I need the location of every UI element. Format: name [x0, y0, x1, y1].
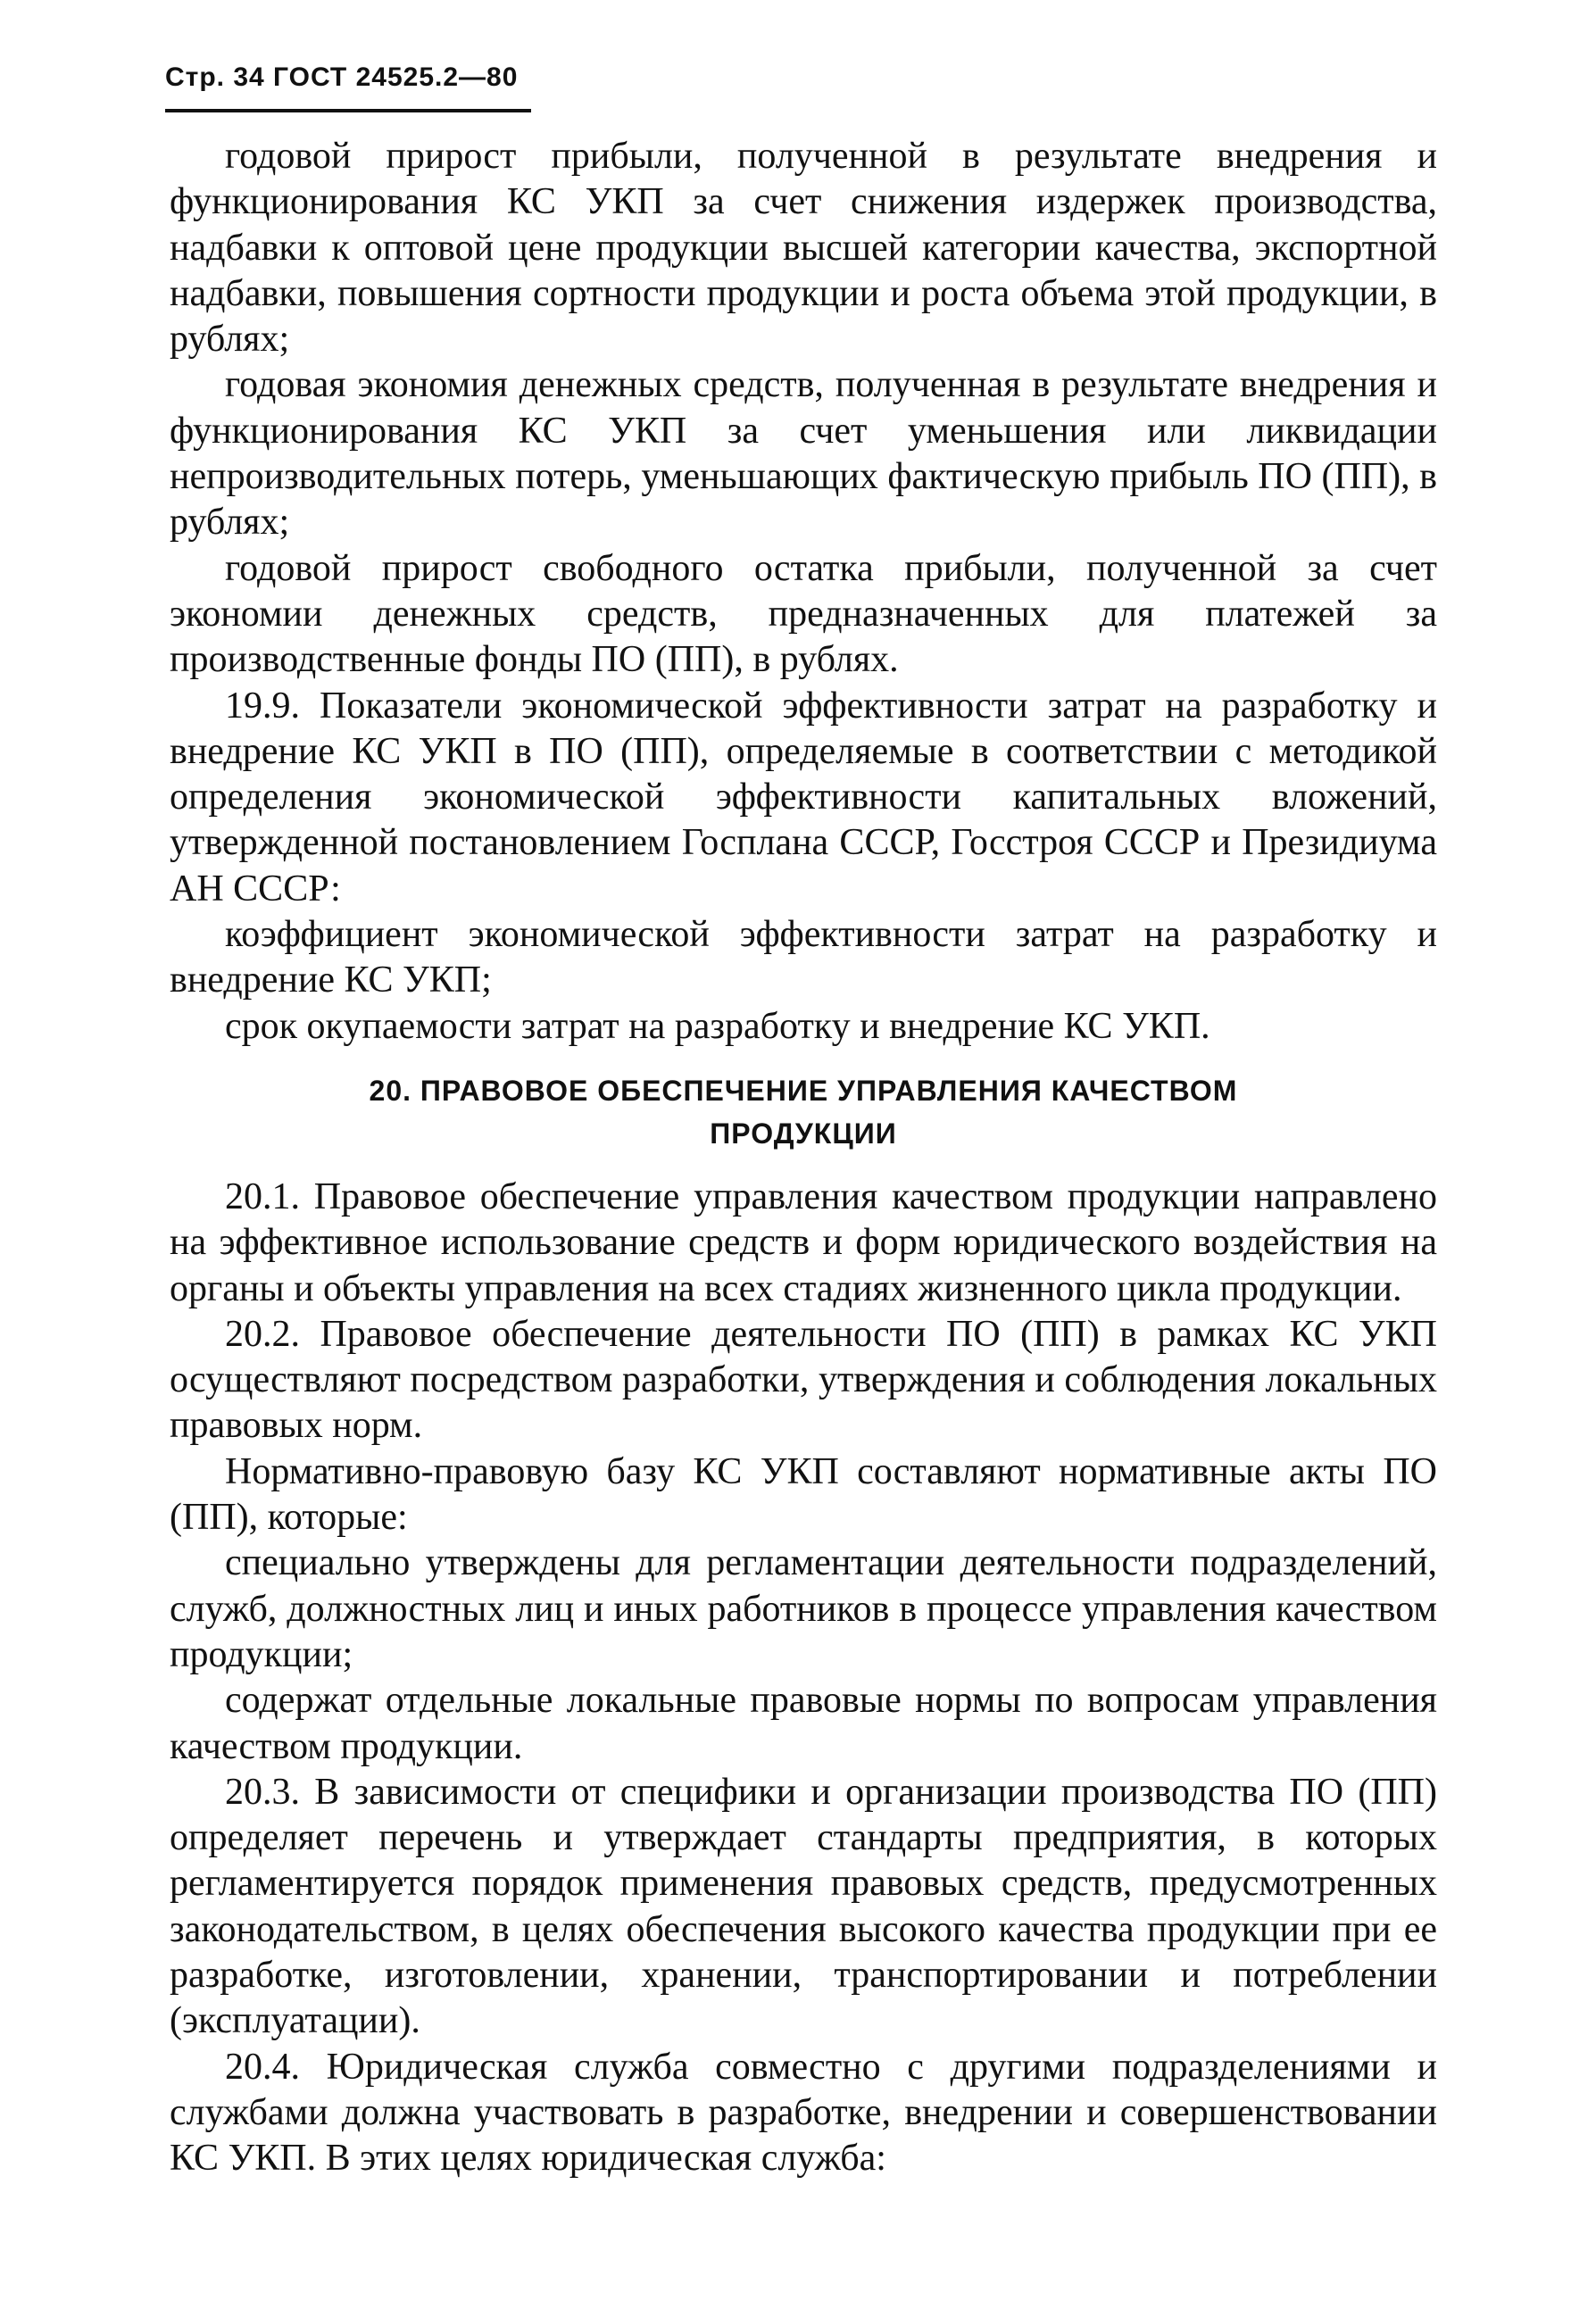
paragraph-free-profit: годовой прирост свободного остатка прибыли, полученной за счет экономии денежных средств, предназначенных для платежей за производственные фонды ПО (ПП), в рублях. — [170, 547, 1437, 681]
paragraph-20-4: 20.4. Юридическая служба совместно с другими подразделениями и службами должна участвовать в разработке, внедрении и совершенствовании КС УКП. В этих целях юридическая служба: — [170, 2046, 1437, 2180]
paragraph-local-norms: содержат отдельные локальные правовые нормы по вопросам управления качеством продукции. — [170, 1680, 1437, 1767]
section-20-heading — [170, 1069, 1437, 1155]
paragraph-annual-savings: годовая экономия денежных средств, полученная в результате внедрения и функционирования КС УКП за счет уменьшения или ликвидации непроизводительных потерь, уменьшающих фактическую прибыль ПО (ПП), в рублях; — [170, 364, 1437, 544]
section-20-title-line2: ПРОДУКЦИИ — [710, 1117, 897, 1150]
paragraph-payback-period: срок окупаемости затрат на разработку и внедрение КС УКП. — [225, 1005, 1210, 1047]
paragraph-normative-base: Нормативно-правовую базу КС УКП составляют нормативные акты ПО (ПП), которые: — [170, 1450, 1437, 1539]
paragraph-20-2: 20.2. Правовое обеспечение деятельности ПО (ПП) в рамках КС УКП осуществляют посредством разработки, утверждения и соблюдения локальных правовых норм. — [170, 1313, 1437, 1447]
page-header: Стр. 34 ГОСТ 24525.2—80 — [165, 62, 519, 92]
header-rule — [165, 109, 531, 112]
paragraph-20-1: 20.1. Правовое обеспечение управления качеством продукции направлено на эффективное использование средств и форм юридического воздействия на органы и объекты управления на всех стадиях жизненного цикла продукции. — [170, 1175, 1437, 1309]
paragraph-specially-approved: специально утверждены для регламентации деятельности подразделений, служб, должностных лиц и иных работников в процессе управления качеством продукции; — [170, 1542, 1437, 1675]
paragraph-efficiency-coefficient: коэффициент экономической эффективности затрат на разработку и внедрение КС УКП; — [170, 914, 1437, 1001]
paragraph-19-9: 19.9. Показатели экономической эффективности затрат на разработку и внедрение КС УКП в ПО (ПП), определяемые в соответствии с методикой определения экономической эффективности капитальных вложений, утвержденной постановлением Госплана СССР, Госстроя СССР и Президиума АН СССР: — [170, 685, 1437, 909]
paragraph-20-3: 20.3. В зависимости от специфики и организации производства ПО (ПП) определяет перечень и утверждает стандарты предприятия, в которых регламентируется порядок применения правовых средств, предусмотренных законодательством, в целях обеспечения высокого качества продукции при ее разработке, изготовлении, хранении, транспортировании и потреблении (эксплуатации). — [170, 1771, 1437, 2042]
document-body — [170, 134, 1437, 2181]
paragraph-profit-growth: годовой прирост прибыли, полученной в результате внедрения и функционирования КС УКП за счет снижения издержек производства, надбавки к оптовой цене продукции высшей категории качества, экспортной надбавки, повышения сортности продукции и роста объема этой продукции, в рублях; — [170, 136, 1437, 361]
section-20-title-line1: 20. ПРАВОВОЕ ОБЕСПЕЧЕНИЕ УПРАВЛЕНИЯ КАЧЕСТВОМ — [369, 1074, 1238, 1107]
